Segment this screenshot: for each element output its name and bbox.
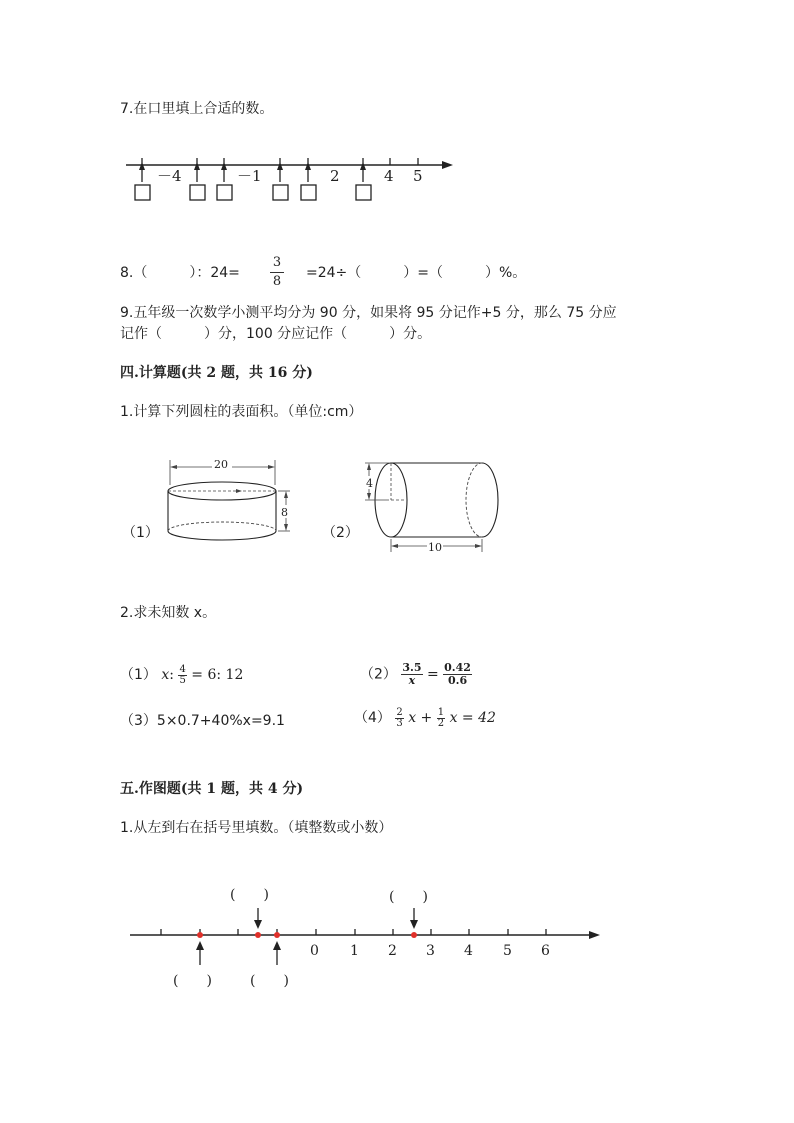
calc-1-text: 1.计算下列圆柱的表面积。（单位:cm） [120,404,363,420]
answer-box-5 [301,185,316,200]
equation-2-right-fraction: $\frac{0.42}{0.6}$ [444,661,471,687]
question-8-end: =24÷（ ）=（ ）%。 [306,265,527,281]
drawing-1-text: 1.从左到右在括号里填数。（填整数或小数） [120,820,393,836]
cylinder-1-diagram [160,455,300,555]
cylinder-2-label: （2） [322,525,359,541]
equation-4-label: （4） [354,710,391,726]
cylinder-2-diagram [360,455,510,560]
equation-4-term-1: x + [408,710,433,726]
equation-4-fraction-1: $\frac{2}{3}$ [396,706,403,729]
cylinder-1-label: （1） [122,525,159,541]
tick-0: 0 [310,943,319,959]
dimension-20: 20 [214,458,228,471]
equation-1-rhs: = 6: 12 [191,667,244,683]
tick-label-5: 5 [413,167,423,185]
question-8-start: 8.（ ）：24= [120,265,240,281]
answer-box-2 [190,185,205,200]
calc-2-text: 2.求未知数 x。 [120,605,217,621]
equation-3: （3）5×0.7+40%x=9.1 [120,713,285,729]
dimension-8: 8 [281,506,288,519]
equation-1 [120,664,243,686]
tick-5: 5 [503,943,512,959]
question-9-line2: 记作（ ）分，100 分应记作（ ）分。 [120,326,432,342]
equation-1-fraction: $\frac{4}{5}$ [179,663,186,686]
equation-1-colon: : [169,667,174,683]
dimension-4: 4 [366,477,373,490]
point-a [197,932,203,938]
section-4-title: 四.计算题(共 2 题，共 16 分) [120,365,313,381]
answer-box-3 [217,185,232,200]
equation-2-label: （2） [360,666,397,683]
equation-4-fraction-2: $\frac{1}{2}$ [437,706,445,729]
equation-4 [354,707,496,729]
tick-label-2: 2 [330,167,340,185]
paren-top-left: ( ) [230,887,269,903]
answer-box-1 [135,185,150,200]
section-5-title: 五.作图题(共 1 题，共 4 分) [120,781,304,797]
fraction-denominator: 8 [272,274,282,289]
answer-box-4 [273,185,288,200]
fraction-3-8 [270,255,284,290]
dimension-10: 10 [428,541,442,554]
answer-box-6 [356,185,371,200]
tick-2: 2 [388,943,397,959]
paren-bottom-right: ( ) [250,973,289,989]
tick-label-neg4: －4 [157,167,182,185]
number-line-drawing [120,875,610,1000]
paren-top-right: ( ) [389,889,428,905]
equation-2 [360,662,472,687]
equation-2-equals: = [426,666,439,683]
tick-6: 6 [541,943,550,959]
point-b [255,932,261,938]
question-7-text: 7.在口里填上合适的数。 [120,101,274,117]
equation-1-label: （1） [120,667,157,683]
equation-4-rest: x = 42 [449,710,496,726]
point-c [274,932,280,938]
tick-label-neg1: －1 [237,167,262,185]
tick-1: 1 [350,943,359,959]
question-9-line1: 9.五年级一次数学小测平均分为 90 分，如果将 95 分记作+5 分，那么 75 分应 [120,305,617,321]
fraction-numerator: 3 [272,255,282,270]
point-d [411,932,417,938]
paren-bottom-left: ( ) [173,973,212,989]
equation-2-left-fraction: $\frac{3.5}{x}$ [402,661,422,687]
tick-label-4: 4 [384,167,394,185]
tick-3: 3 [426,943,435,959]
number-line-q7 [120,150,460,210]
equation-1-x: x [161,667,170,683]
tick-4: 4 [464,943,473,959]
